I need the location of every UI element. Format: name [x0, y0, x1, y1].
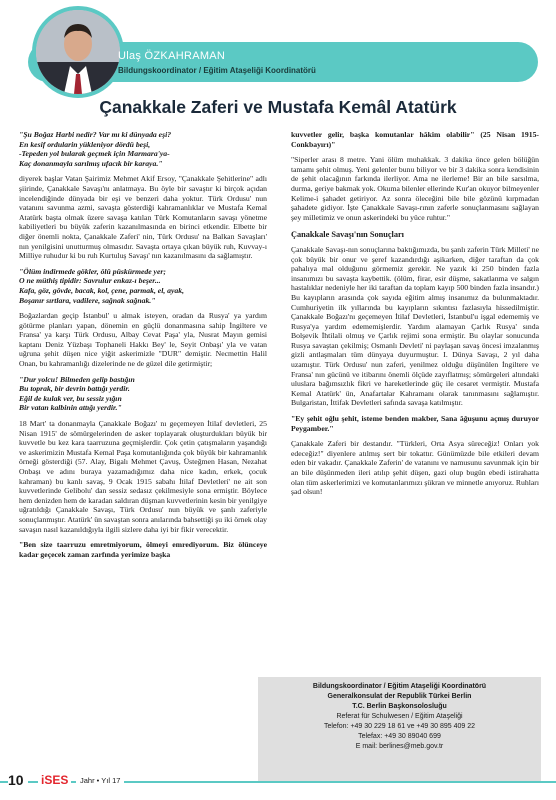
page-number: 10	[8, 772, 28, 788]
author-role: Bildungskoordinator / Eğitim Ataşeliği Koordinatörü	[118, 66, 316, 75]
email-link[interactable]: E mail: berlines@meb.gov.tr	[355, 743, 444, 750]
left-column	[19, 130, 267, 565]
paragraph: 18 Mart' ta donanmayla Çanakkale Boğazı' nı geçemeyen İtilaf devletleri, 25 Nisan 1915' de sömürgelerinden de asker toplayarak oluşturdukları büyük bir kuvvetle bu kez kara taarruzuna geçmişlerdir. Çok çetin çatışmaların yaşandığı ve askerimizin Mustafa Kemal Paşa komutanlığında çok büyük bir kahramanlık örneği gösterdiği (57. Alay, Bigalı Mehmet Çavuş, Üsteğmen Hasan, Nezahat Onbaşı ve adını buraya yazamadığımız daha nice kadın, erkek, çocuk kahraman) bu kanlı savaş, 9 Ocak 1915 sabahı İtilaf Devletleri' ne ait son kuvvetlerinde Gelibolu' dan sessiz sedasız çekilmesiyle sona ermiştir. Böylece hem denizden hem de karadan saldıran düşman kuvvetlerinin kesin bir yenilgiye uğratıldığı Çanakkale Savaşı, Türk Ordusu' nun büyük ve şanlı zaferiyle sonuçlanmıştır. Atatürk' ün savaştan sonra anılarında bahsettiği şu iki örnek olay savaşın nasıl kazanıldığıyla ilgili sizlere daha iyi bir fikir verecektir.	[19, 419, 267, 534]
author-name: Ulaş ÖZKAHRAMAN	[118, 50, 226, 62]
poem-1: "Şu Boğaz Harbi nedir? Var mı ki dünyada eşi? En kesif ordularin yükleniyor dördü beşi, -Tepeden yol bularak geçmek için Marmara'ya- Kaç donanmayla sarılmış ufacık bir karaya."	[19, 130, 172, 168]
section-heading: Çanakkale Savaşı'nın Sonuçları	[291, 230, 404, 240]
poem-3: "Dur yolcu! Bilmeden gelip bastığın Bu toprak, bir devrin battığı yerdir. Eğil de kulak ver, bu sessiz yığın Bir vatan kalbinin attığı yerdir."	[19, 374, 135, 413]
paragraph: Boğazlardan geçip İstanbul' u almak isteyen, oradan da Rusya' ya yardım götürme planları yapan, dönemin en güçlü donanmasına sahip İngiltere ve Fransa' ya karşı Türk Ordusu, Albay Cevat Paşa' yla, Nusrat Mayın gemisi kaptanı Deniz Yüzbaşı Tophaneli Hakkı Bey' le, Seyit Onbaşı' yla ve vatan uğruna şehit düşen nice yiğit askerimizle "DUR" demiştir. Necmettin Halil Onan, bu kahramanlığı dizelerinde ne de güzel dile getirmiştir;	[19, 311, 267, 369]
right-column	[291, 130, 539, 503]
quote-start: "Ben size taarruzu emretmiyorum, ölmeyi emrediyorum. Biz ölünceye kadar geçecek zaman zarfında yerimize başka	[19, 540, 267, 559]
paragraph: Çanakkale Zaferi bir destandır. "Türkleri, Orta Asya süreceğiz! Onları yok edeceğiz!" diyenlere atılmış sert bir tokattır. Günümüzde bile etkileri devam eden bir vakadır. Çanakkale Zaferin' de vatanını ve namusunu savunmak için bir an bile düşünmeden ileri atılıp şehit düşen, gazi olup bugün ebedi istirahatta olan tüm askerlerimizi ve komutanlarımızı şükran ve minnetle anıyoruz. Ruhları şad olsun!	[291, 439, 539, 497]
paragraph: Çanakkale Savaşı-nın sonuçlarına baktığımızda, bu şanlı zaferin Türk Milleti' ne çok büyük bir onur ve şeref kazandırdığı aşikarken, diğer taraftan da çok pahalıya mal olduğunu görmemiz gerekir. Ne yazık ki 250 binden fazla insanımızı bu savaşta kaybettik. (ölüm, firar, esir düşme, sakatlanma ve salgın hastalıklar nedeniyle her iki taraftan da toplam kayıp 500 binden fazla insandır.) Bu kayıpların arasında çok sayıda eğitim almış insanımız da bulunmaktadır. Cumhuriyetin ilk yıllarında bu kayıpların sıkıntısı fazlasıyla hissedilmiştir. Çanakkale Boğazı'nı geçemeyen İtilaf Devletleri, İstanbul'u işgal edememiş ve Rusya'ya yardım edememişlerdir. Yardım alamayan Çarlık Rusya' sında Bolşevik İhtilali olmuş ve Çarlık rejimi sona ermiştir. Bu olaylar sonucunda Rusya savaştan çekilmiş; Osmanlı Devleti' ni paylaşan savaş öncesi imzalanmış gizli antlaşmaları tüm dünyaya duyurmuştur. I. Dünya Savaşı, 2 yıl daha uzamıştır. Türk Ordusu' nun zaferi, yenilmez olduğu düşünülen İngiltere ve Fransa' nın gücünü ve itibarını önemli ölçüde zayıflatmış; sömürgeleri altındaki uluslara bağımsızlık fikri ve hareketlerinde güç ile cesaret vermiştir. Mustafa Kemal Atatürk' ün, Anafartalar Kahramanı olarak tanınmasını sağlamıştır. Bulgaristan, İttifak Devletleri safında savaşa katılmıştır.	[291, 244, 539, 408]
contact-box: Bildungskoordinator / Eğitim Ataşeliği Koordinatörü Generalkonsulat der Republik Türkei Berlin T.C. Berlin Başkonsolosluğu Referat für Schulwesen / Eğitim Ataşeliği Telefon: +49 30 229 18 61 ve +49 30 895 409 22 Telefax: +49 30 89040 699 E mail: berlines@meb.gov.tr	[258, 677, 541, 781]
magazine-logo: iSES	[38, 773, 71, 787]
paragraph: "Siperler arası 8 metre. Yani ölüm muhakkak. 3 dakika önce gelen bölüğün tamamı şehit olmuş. Yeni gelenler bunu biliyor ve bir 3 dakika sonra kendisinin de şehit olacağının farkında ilerliyor. Ama ne ilerleme! Bir an bile sarsılma, durma, geriye bakmak yok. Okuma bilenler ellerinde Kur'an okuyor bilmeyenler Kelime-i şahadet getiriyor. Az sonra öleceğini bile bile gözünü kırpmadan şahadete gidiyor. İşte Çanakkale Savaşı-rının zaferle sonuçlanmasını sağlayan şey milletimiz ve onun askerindeki bu yüce ruhtur."	[291, 155, 539, 222]
poem-2: "Ölüm indirmede gökler, ölü püskürmede yer; O ne müthiş tipidir: Savrulur enkaz-ı beşer... Kafa, göz, gövde, bacak, kol, çene, parmak, el, ayak, Boşanır sırtlara, vadilere, sağnak sağnak."	[19, 266, 185, 305]
article-title: Çanakkale Zaferi ve Mustafa Kemâl Atatürk	[99, 97, 457, 117]
quote-2: "Ey şehit oğlu şehit, isteme benden makber, Sana âğuşunu açmış duruyor Peygamber."	[291, 414, 539, 433]
paragraph: diyerek başlar Vatan Şairimiz Mehmet Akif Ersoy, "Çanakkale Şehitlerine" adlı şiirinde, Çanakkale Savaşı'nı anlatmaya. Bu öyle bir savaştır ki birçok açıdan incelendiğinde dünyada bir eşi ve benzeri daha yoktur. Türk Ordusu' nun vatanını savunma azmi, savaşta gösterdiği kahramanlıklar ve Mustafa Kemal Atatürk başta olmak üzere savaşa katılan Türk Komutanların savaşı yönetme kabiliyetleri bu büyük zaferin kazanılmasında en birinci etkendir. Elbette bir diğer önemli nokta, Çanakkale Zaferi' nin, Türk Ordusu' na Balkan Savaşları' nın yenilgisini unutturmuş olmasıdır. Savaşta ortaya çıkan büyük ruh, Kuvvay-ı Milliye ruhudur ki bu ruh Kurtuluş Savaşı' nın kazanılmasını da sağlamıştır.	[19, 174, 267, 261]
quote-end: kuvvetler gelir, başka komutanlar hâkim olabilir" (25 Nisan 1915- Conkbayırı)"	[291, 130, 539, 149]
issue-info: Jahr • Yıl 17	[76, 776, 124, 785]
author-photo	[32, 6, 124, 98]
